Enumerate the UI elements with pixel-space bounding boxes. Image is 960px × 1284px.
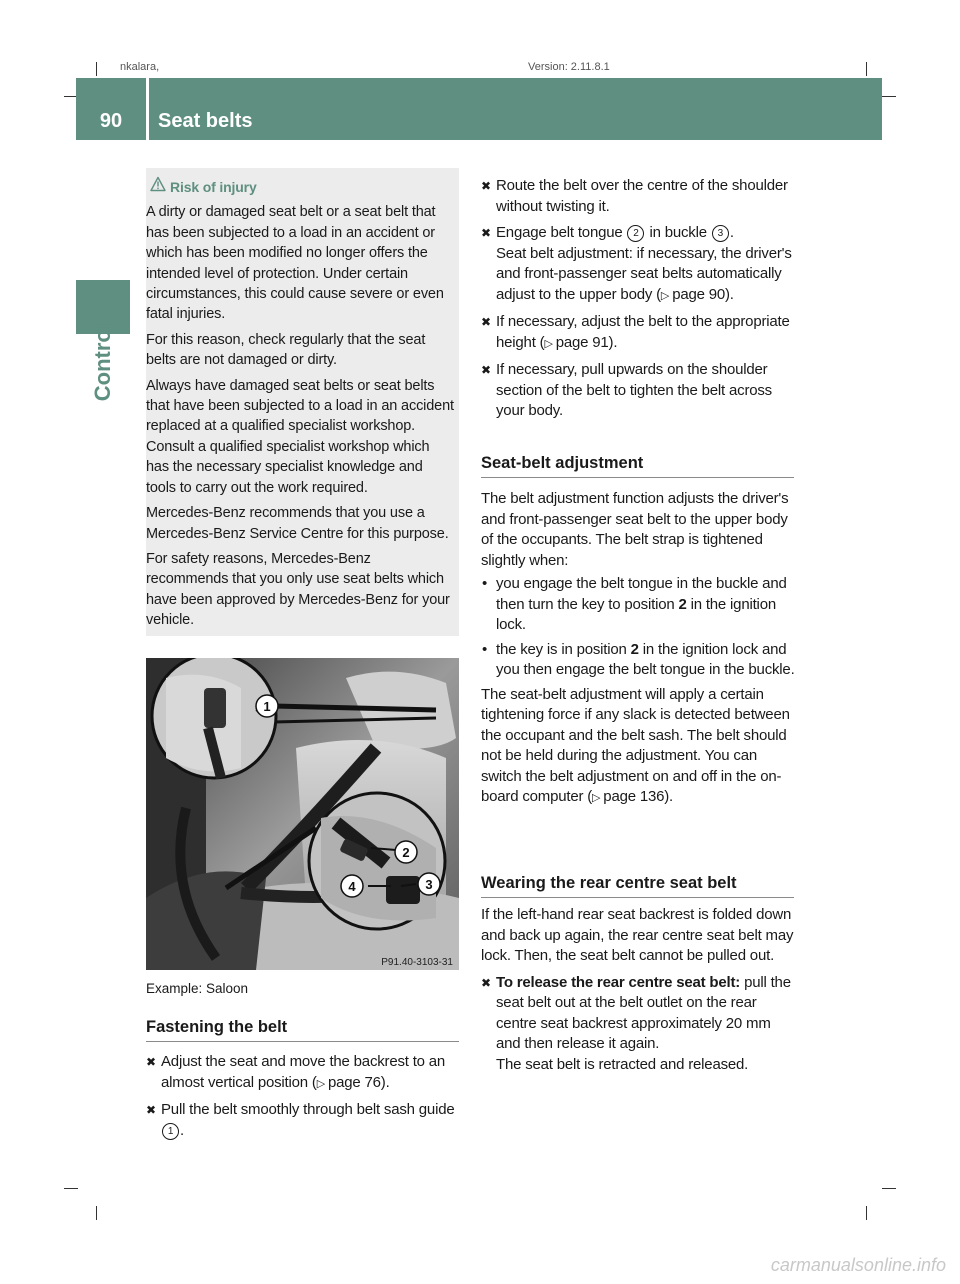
seat-belt-photo	[146, 658, 459, 970]
step-arrow-icon: ✖	[481, 315, 491, 329]
warning-triangle-icon	[150, 176, 166, 192]
seat-belt-illustration	[146, 658, 459, 970]
figure-code: P91.40-3103-31	[381, 957, 453, 968]
instruction-step: ✖ If necessary, adjust the belt to the appropriate height (▷ page 91).	[481, 313, 790, 351]
side-section-label: Controls	[90, 310, 115, 402]
rear-belt-body	[481, 905, 797, 1081]
callout-4	[341, 875, 363, 897]
instruction-step: ✖ If necessary, pull upwards on the shoulder section of the belt to tighten the belt across your body.	[481, 361, 772, 419]
page-ref-icon: ▷	[316, 1077, 325, 1090]
step-arrow-icon: ✖	[146, 1055, 156, 1069]
chapter-title: Seat belts	[158, 110, 253, 132]
instruction-step: ✖ To release the rear centre seat belt: pull the seat belt out at the belt outlet on the rear centre seat backrest approximately 20 mm and then release it again. The seat belt is retracted and released.	[481, 973, 791, 1073]
section-heading-rear-belt: Wearing the rear centre seat belt	[481, 874, 794, 898]
step-arrow-icon: ✖	[481, 179, 491, 193]
page-reference[interactable]: page 90	[672, 285, 726, 303]
section-heading-adjustment: Seat-belt adjustment	[481, 454, 794, 478]
callout-label: 4	[348, 879, 356, 894]
crop-mark	[64, 1188, 78, 1189]
page-reference[interactable]: page 136	[603, 788, 665, 805]
callout-number: 2	[627, 225, 644, 242]
callout-label: 2	[402, 845, 410, 860]
page-ref-icon: ▷	[544, 337, 553, 350]
instruction-step: ✖ Engage belt tongue 2 in buckle 3 . Seat belt adjustment: if necessary, the driver's and front-passenger seat belts automatically adjust to the upper body (▷ page 90).	[481, 224, 792, 303]
callout-1	[256, 695, 278, 717]
step-arrow-icon: ✖	[481, 226, 491, 240]
crop-mark	[882, 96, 896, 97]
step-arrow-icon: ✖	[481, 363, 491, 377]
warning-paragraph: A dirty or damaged seat belt or a seat belt that has been subjected to a load in an accident or which has been modified no longer offers the intended level of protection. Under certain circumstances, this could cause severe or even fatal injuries.	[146, 204, 444, 323]
instruction-step: ✖ Route the belt over the centre of the shoulder without twisting it.	[481, 177, 788, 215]
callout-number: 1	[162, 1123, 179, 1140]
callout-3	[418, 873, 440, 895]
warning-paragraph: For this reason, check regularly that the seat belts are not damaged or dirty.	[146, 331, 426, 369]
page-reference[interactable]: page 91	[555, 333, 609, 351]
fastening-steps	[146, 1052, 459, 1147]
page-reference[interactable]: page 76	[327, 1073, 381, 1091]
crop-mark	[96, 62, 97, 76]
page-number: 90	[99, 110, 123, 132]
bullet-icon: •	[482, 575, 488, 592]
rear-intro: If the left-hand rear seat backrest is folded down and back up again, the rear centre seat belt may lock. Then, the seat belt cannot be pulled out.	[481, 906, 794, 964]
right-column-steps	[481, 176, 797, 428]
instruction-step: ✖ Adjust the seat and move the backrest to an almost vertical position (▷ page 76).	[146, 1053, 446, 1091]
adjustment-intro: The belt adjustment function adjusts the driver's and front-passenger seat belt to the upper body of the occupants. The belt strap is tightened slightly when:	[481, 490, 789, 569]
warning-title-text: Risk of injury	[170, 179, 257, 195]
warning-title	[170, 177, 454, 197]
print-meta-left: nkalara,	[120, 61, 160, 73]
crop-mark	[96, 1206, 97, 1220]
crop-mark	[866, 1206, 867, 1220]
bullet-item: • you engage the belt tongue in the buckle and then turn the key to position 2 in the ignition lock.	[482, 575, 787, 633]
step-arrow-icon: ✖	[481, 975, 491, 990]
callout-number: 3	[712, 225, 729, 242]
warning-paragraph: Always have damaged seat belts or seat belts that have been subjected to a load in an accident replaced at a qualified specialist workshop. Consult a qualified specialist workshop which has the necessary specialist knowledge and tools to carry out the work required.	[146, 377, 454, 496]
callout-label: 3	[425, 877, 433, 892]
figure-caption: Example: Saloon	[146, 981, 249, 996]
page-ref-icon: ▷	[592, 792, 601, 804]
adjustment-paragraph: The seat-belt adjustment will apply a certain tightening force if any slack is detected between the occupant and the belt sash. The belt should not be held during the adjustment. You can switch the belt adjustment on and off in the on-board computer (▷ page 136).	[481, 685, 790, 805]
page-ref-icon: ▷	[660, 289, 670, 302]
step-result: The seat belt is retracted and released.	[496, 1055, 749, 1073]
crop-mark	[866, 62, 867, 76]
warning-box	[146, 168, 459, 636]
footer-watermark: carmanualsonline.info	[770, 1255, 946, 1275]
warning-paragraph: For safety reasons, Mercedes-Benz recommends that you only use seat belts which have been approved by Mercedes-Benz for your vehicle.	[146, 550, 450, 629]
callout-2	[395, 841, 417, 863]
print-meta-right: Version: 2.11.8.1	[528, 61, 610, 73]
bullet-item: • the key is in position 2 in the ignition lock and you then engage the belt tongue in the buckle.	[482, 640, 795, 678]
header-divider	[146, 78, 149, 140]
section-heading-fastening: Fastening the belt	[146, 1018, 459, 1042]
callout-label: 1	[263, 699, 271, 714]
step-arrow-icon: ✖	[146, 1103, 156, 1117]
bullet-icon: •	[482, 640, 488, 658]
warning-paragraph: Mercedes-Benz recommends that you use a Mercedes-Benz Service Centre for this purpose.	[146, 505, 449, 542]
instruction-step: ✖ Pull the belt smoothly through belt sash guide 1 .	[146, 1101, 455, 1139]
adjustment-body	[481, 489, 797, 812]
crop-mark	[882, 1188, 896, 1189]
